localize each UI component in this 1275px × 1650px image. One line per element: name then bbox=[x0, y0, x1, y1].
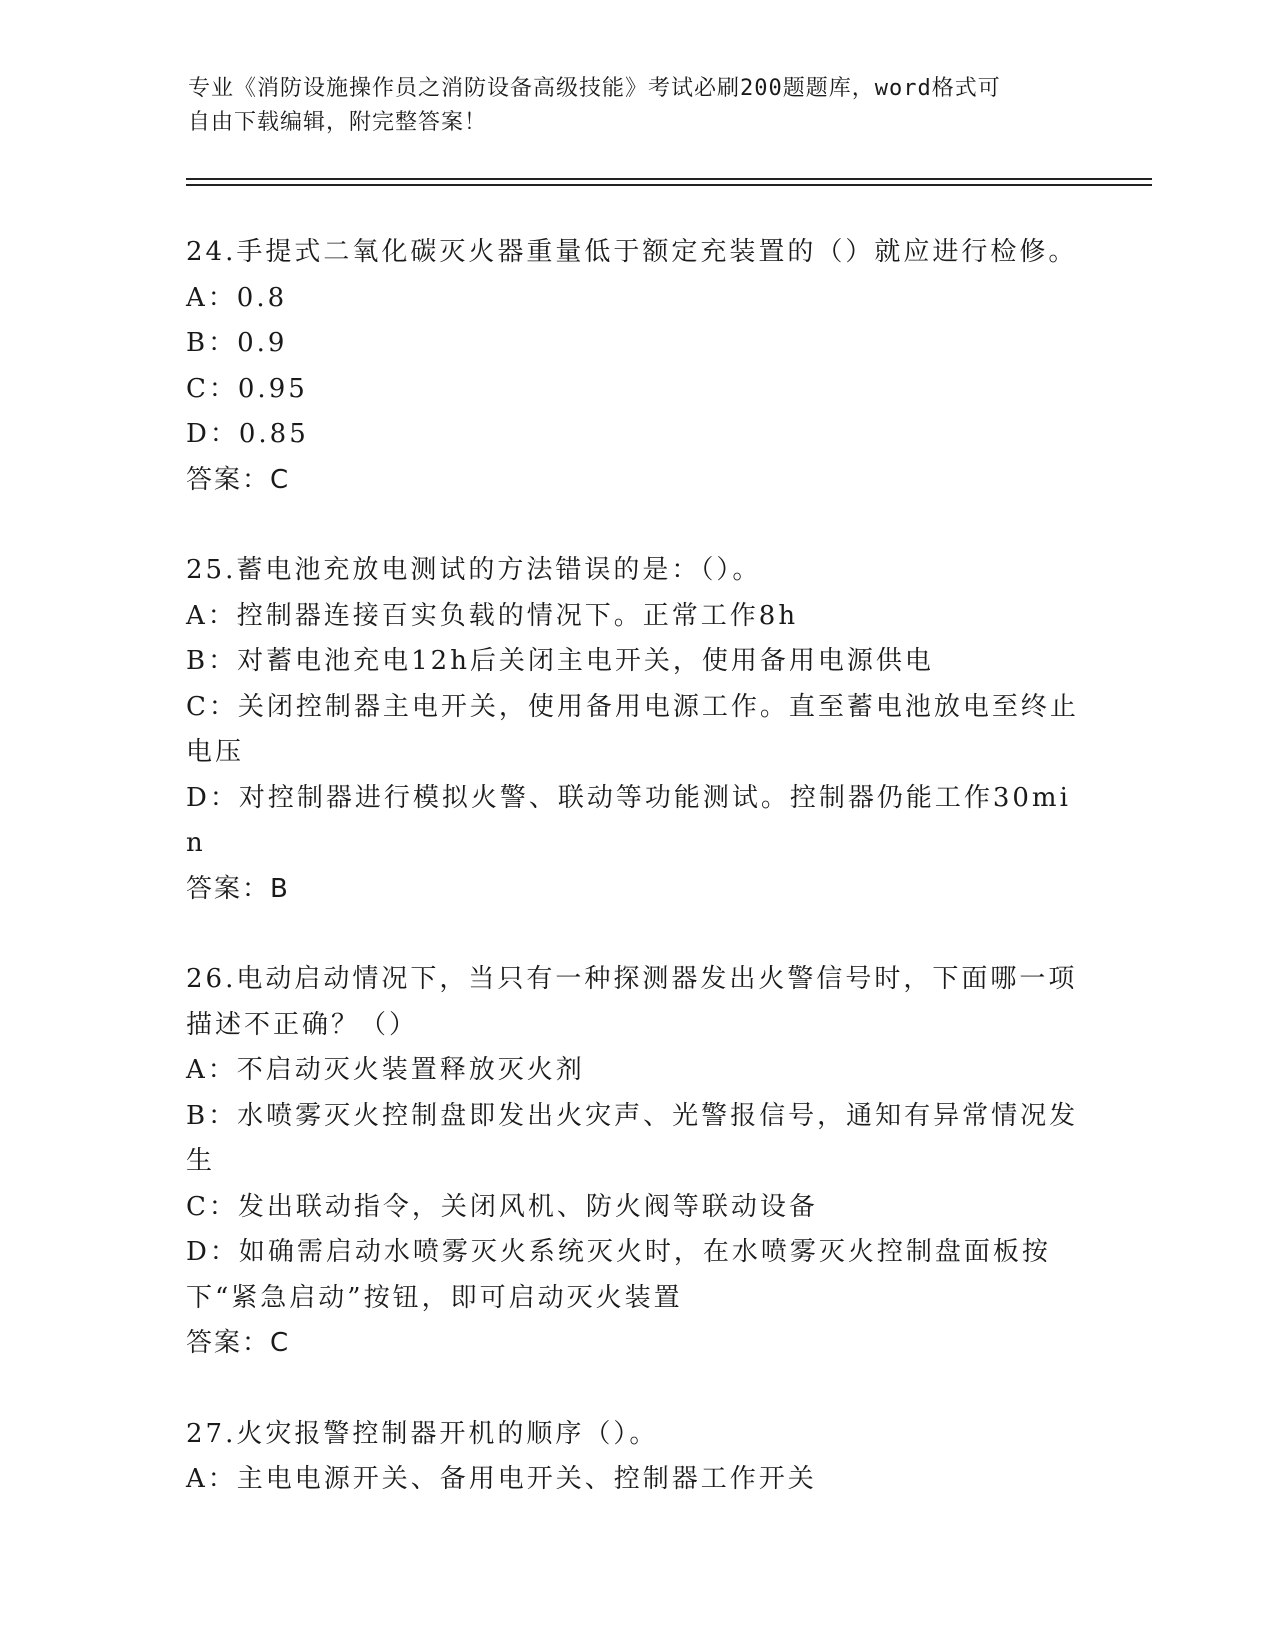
question-25 bbox=[186, 548, 1086, 912]
question-stem: 24.手提式二氧化碳灭火器重量低于额定充装置的（）就应进行检修。 bbox=[186, 237, 1078, 267]
option-d: D：0.85 bbox=[186, 419, 309, 449]
header-divider-bottom bbox=[186, 184, 1152, 186]
question-list bbox=[186, 230, 1086, 1548]
question-stem: 27.火灾报警控制器开机的顺序（）。 bbox=[186, 1418, 659, 1449]
option-b: B：0.9 bbox=[186, 328, 288, 358]
answer: 答案：C bbox=[186, 1328, 291, 1358]
answer: 答案：B bbox=[186, 873, 290, 904]
option-a: A：不启动灭火装置释放灭火剂 bbox=[186, 1055, 585, 1085]
header-line-2: 自由下载编辑，附完整答案！ bbox=[188, 110, 488, 135]
option-a: A：控制器连接百实负载的情况下。正常工作8h bbox=[186, 600, 799, 631]
option-a: A：0.8 bbox=[186, 282, 288, 313]
question-stem: 26.电动启动情况下，当只有一种探测器发出火警信号时，下面哪一项描述不正确？（） bbox=[186, 964, 1078, 1040]
option-c: C：关闭控制器主电开关，使用备用电源工作。直至蓄电池放电至终止电压 bbox=[186, 691, 1079, 767]
question-26 bbox=[186, 957, 1086, 1367]
option-d: D：对控制器进行模拟火警、联动等功能测试。控制器仍能工作30min bbox=[186, 782, 1071, 858]
question-24 bbox=[186, 230, 1086, 503]
option-c: C：0.95 bbox=[186, 373, 308, 404]
option-d: D：如确需启动水喷雾灭火系统灭火时，在水喷雾灭火控制盘面板按下“紧急启动”按钮，即可启动灭火装置 bbox=[186, 1237, 1051, 1313]
document-header bbox=[188, 72, 1068, 140]
option-a: A：主电电源开关、备用电开关、控制器工作开关 bbox=[186, 1464, 817, 1494]
question-27 bbox=[186, 1412, 1086, 1503]
option-b: B：对蓄电池充电12h后关闭主电开关，使用备用电源供电 bbox=[186, 646, 934, 676]
option-b: B：水喷雾灭火控制盘即发出火灾声、光警报信号，通知有异常情况发生 bbox=[186, 1100, 1079, 1176]
question-stem: 25.蓄电池充放电测试的方法错误的是：（）。 bbox=[186, 555, 762, 585]
answer: 答案：C bbox=[186, 464, 291, 495]
header-divider-top bbox=[186, 178, 1152, 180]
option-c: C：发出联动指令，关闭风机、防火阀等联动设备 bbox=[186, 1191, 818, 1222]
header-line-1: 专业《消防设施操作员之消防设备高级技能》考试必刷200题题库，word格式可 bbox=[188, 76, 1001, 101]
